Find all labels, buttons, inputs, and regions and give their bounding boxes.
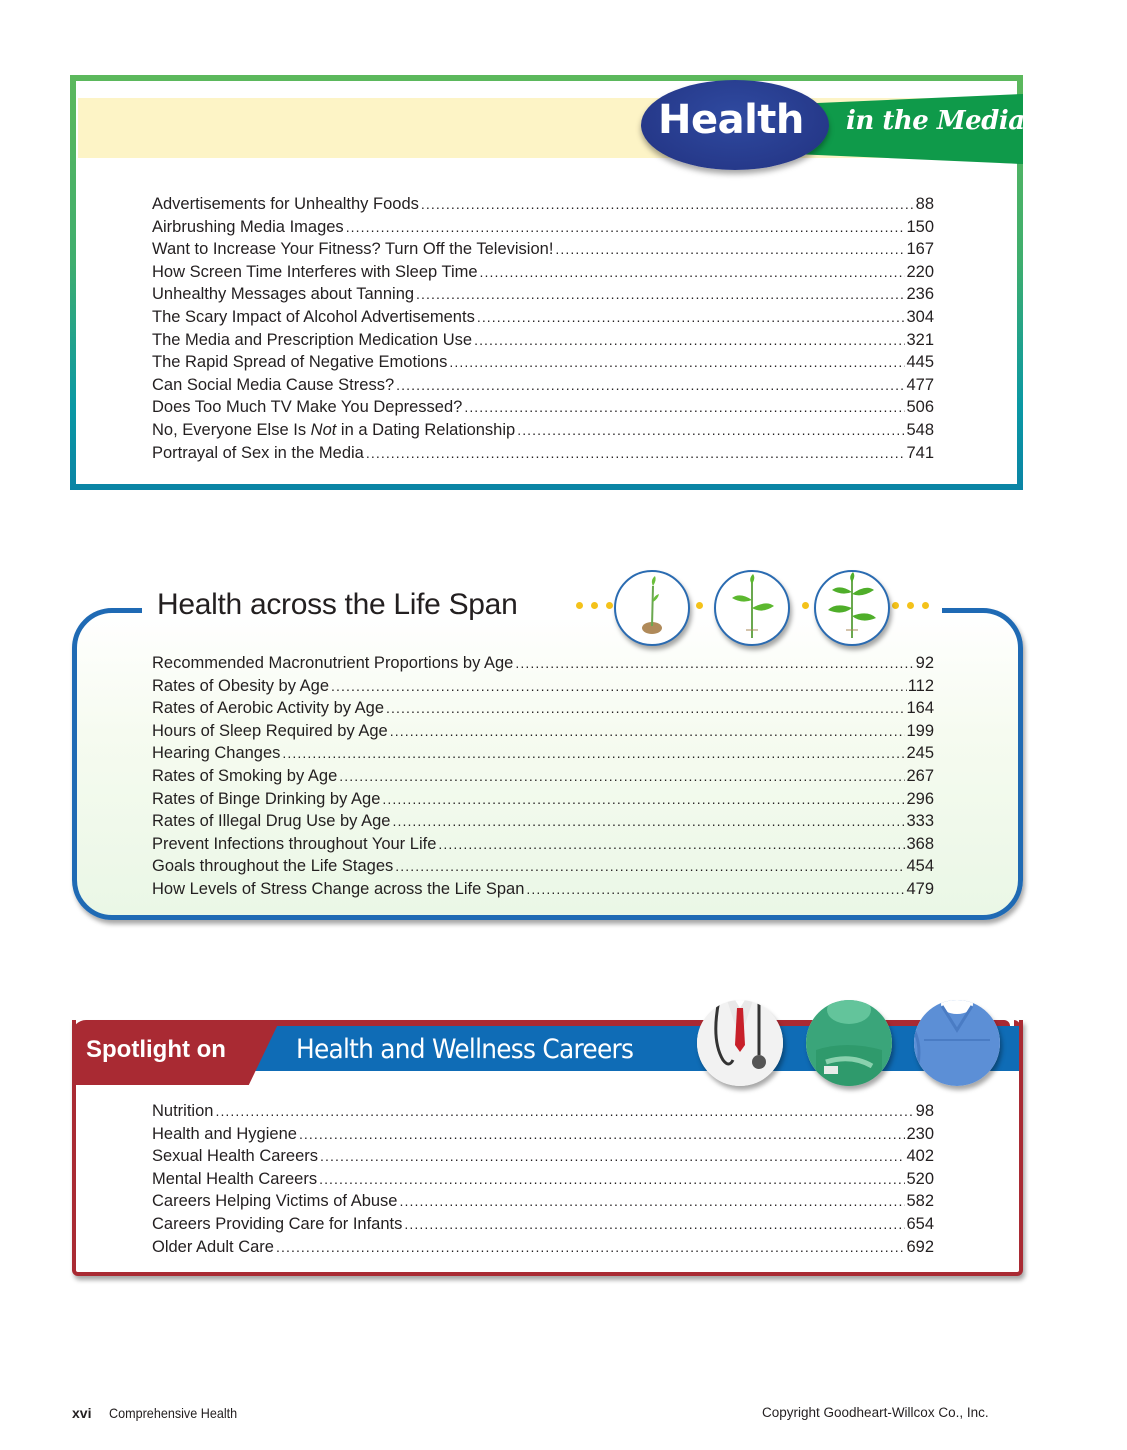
toc-entry-page: 654 xyxy=(906,1214,934,1233)
toc-entry-title: Mental Health Careers xyxy=(152,1169,318,1188)
toc-entry-title: Airbrushing Media Images xyxy=(152,217,344,236)
toc-entry-page: 245 xyxy=(906,744,934,763)
dot-leader xyxy=(299,1123,906,1146)
toc-entry-title: Older Adult Care xyxy=(152,1237,274,1256)
toc-entry-title: Prevent Infections throughout Your Life xyxy=(152,834,437,853)
toc-entry-title: Portrayal of Sex in the Media xyxy=(152,443,364,462)
toc-entry[interactable] xyxy=(152,238,934,261)
toc-entry-page: 92 xyxy=(915,654,934,672)
seedling-icon xyxy=(614,570,690,646)
toc-entry-title: Rates of Aerobic Activity by Age xyxy=(152,699,385,718)
toc-entry-title: Want to Increase Your Fitness? Turn Off the Television! xyxy=(152,240,554,259)
toc-entry[interactable] xyxy=(152,697,934,720)
toc-entry-page: 230 xyxy=(906,1124,934,1143)
dot-leader xyxy=(404,1213,905,1236)
dot-leader xyxy=(480,261,906,284)
toc-entry[interactable] xyxy=(152,742,934,765)
dot-leader xyxy=(416,283,905,306)
toc-entry-title: Does Too Much TV Make You Depressed? xyxy=(152,398,463,417)
toc-entry[interactable] xyxy=(152,1100,934,1123)
toc-entry-page: 548 xyxy=(906,420,934,439)
toc-entry[interactable] xyxy=(152,261,934,284)
dot-separator xyxy=(802,602,809,610)
toc-entry[interactable] xyxy=(152,419,934,442)
toc-entry-page: 477 xyxy=(906,375,934,394)
toc-entry[interactable] xyxy=(152,329,934,352)
toc-entry-title: Sexual Health Careers xyxy=(152,1147,318,1166)
dot-leader xyxy=(517,419,905,442)
dot-separator xyxy=(696,602,703,610)
dot-leader xyxy=(395,855,905,878)
blue-scrubs-icon xyxy=(914,1000,1000,1086)
toc-entry-page: 112 xyxy=(907,676,934,695)
toc-entry-title-part: No, Everyone Else Is xyxy=(152,420,311,439)
dot-separator xyxy=(576,602,613,610)
toc-entry[interactable] xyxy=(152,1145,934,1168)
dot-leader xyxy=(339,765,905,788)
toc-entry-page: 236 xyxy=(906,285,934,304)
toc-entry-page: 520 xyxy=(906,1169,934,1188)
toc-entry-page: 199 xyxy=(906,721,934,740)
toc-entry-page: 88 xyxy=(915,195,934,213)
dot-leader xyxy=(399,1190,905,1213)
dot-leader xyxy=(449,351,905,374)
page-number: xvi xyxy=(72,1405,92,1421)
toc-entry-title: Rates of Illegal Drug Use by Age xyxy=(152,812,391,831)
toc-entry-page: 582 xyxy=(906,1192,934,1211)
toc-entry-page: 98 xyxy=(915,1102,934,1120)
dot-leader xyxy=(474,329,905,352)
section-title: Health and Wellness Careers xyxy=(296,1034,634,1065)
toc-entry-title: Health and Hygiene xyxy=(152,1124,297,1143)
toc-entry-title-part: in a Dating Relationship xyxy=(336,420,516,439)
dot-leader xyxy=(320,1145,905,1168)
toc-entry-title: Recommended Macronutrient Proportions by Age xyxy=(152,654,514,672)
toc-entry-title: Advertisements for Unhealthy Foods xyxy=(152,195,419,213)
toc-entry[interactable] xyxy=(152,720,934,743)
dot-leader xyxy=(392,810,905,833)
toc-entry-title: Careers Providing Care for Infants xyxy=(152,1214,403,1233)
media-logo-secondary: in the Media xyxy=(846,106,1025,136)
toc-entry-title: Unhealthy Messages about Tanning xyxy=(152,285,415,304)
toc-entry-page: 333 xyxy=(906,812,934,831)
toc-entry-title: The Rapid Spread of Negative Emotions xyxy=(152,353,448,372)
toc-entry-page: 445 xyxy=(906,353,934,372)
toc-entry-title: Hours of Sleep Required by Age xyxy=(152,721,388,740)
dot-leader xyxy=(464,396,905,419)
careers-toc-list xyxy=(152,1100,934,1258)
toc-entry[interactable] xyxy=(152,810,934,833)
toc-entry[interactable] xyxy=(152,878,934,901)
toc-entry[interactable] xyxy=(152,351,934,374)
dot-leader xyxy=(319,1168,905,1191)
toc-entry[interactable] xyxy=(152,442,934,465)
book-title: Comprehensive Health xyxy=(109,1405,238,1421)
toc-entry-page: 479 xyxy=(906,879,934,898)
toc-entry-page: 150 xyxy=(906,217,934,236)
toc-entry-title: How Levels of Stress Change across the Life Span xyxy=(152,879,525,898)
toc-entry[interactable] xyxy=(152,1123,934,1146)
toc-entry-title: Can Social Media Cause Stress? xyxy=(152,375,395,394)
toc-entry-page: 454 xyxy=(906,857,934,876)
toc-entry-page: 167 xyxy=(906,240,934,259)
toc-entry[interactable] xyxy=(152,396,934,419)
toc-entry-page: 164 xyxy=(906,699,934,718)
toc-entry-page: 321 xyxy=(906,330,934,349)
dot-leader xyxy=(346,216,906,239)
toc-entry[interactable] xyxy=(152,283,934,306)
dot-leader xyxy=(390,720,906,743)
toc-entry[interactable] xyxy=(152,652,934,675)
toc-entry-title: How Screen Time Interferes with Sleep Time xyxy=(152,262,478,281)
toc-entry-title: Rates of Smoking by Age xyxy=(152,766,338,785)
toc-entry-title-emphasis: Not xyxy=(310,420,337,439)
toc-entry[interactable] xyxy=(152,374,934,397)
dot-leader xyxy=(382,788,905,811)
toc-entry[interactable] xyxy=(152,306,934,329)
dot-leader xyxy=(515,652,914,675)
media-toc-list xyxy=(152,193,934,464)
careers-label: Spotlight on xyxy=(86,1036,226,1063)
toc-entry-title: Rates of Binge Drinking by Age xyxy=(152,789,381,808)
toc-entry[interactable] xyxy=(152,855,934,878)
dot-separator xyxy=(892,602,929,610)
dot-leader xyxy=(276,1236,905,1259)
media-logo-primary: Health xyxy=(658,97,804,143)
toc-entry-page: 220 xyxy=(906,262,934,281)
toc-entry[interactable] xyxy=(152,193,934,216)
toc-entry[interactable] xyxy=(152,765,934,788)
toc-entry-page: 304 xyxy=(906,307,934,326)
toc-entry-page: 692 xyxy=(906,1237,934,1256)
dot-leader xyxy=(438,833,905,856)
life-span-toc-list xyxy=(152,652,934,901)
dot-leader xyxy=(421,193,915,216)
dot-leader xyxy=(555,238,905,261)
toc-entry-title xyxy=(152,419,517,442)
toc-entry-page: 267 xyxy=(906,766,934,785)
page-footer-left xyxy=(72,1405,252,1421)
toc-entry-page: 741 xyxy=(906,443,934,462)
dot-leader xyxy=(477,306,906,329)
toc-entry[interactable] xyxy=(152,1213,934,1236)
toc-entry-page: 368 xyxy=(906,834,934,853)
dot-leader xyxy=(386,697,905,720)
toc-entry[interactable] xyxy=(152,675,934,698)
dot-leader xyxy=(331,675,907,698)
copyright-notice: Copyright Goodheart-Willcox Co., Inc. xyxy=(762,1405,989,1420)
toc-entry[interactable] xyxy=(152,1168,934,1191)
toc-entry[interactable] xyxy=(152,216,934,239)
toc-entry[interactable] xyxy=(152,788,934,811)
dot-leader xyxy=(526,878,905,901)
toc-entry[interactable] xyxy=(152,833,934,856)
toc-entry-title: Nutrition xyxy=(152,1102,214,1120)
dot-leader xyxy=(366,442,906,465)
section-title: Health across the Life Span xyxy=(157,588,518,621)
toc-entry-title: Rates of Obesity by Age xyxy=(152,676,330,695)
dot-leader xyxy=(215,1100,914,1123)
dot-leader xyxy=(282,742,905,765)
toc-entry-title: Careers Helping Victims of Abuse xyxy=(152,1192,398,1211)
doctor-coat-icon xyxy=(697,1000,783,1086)
dot-leader xyxy=(396,374,905,397)
toc-entry-title: The Media and Prescription Medication Use xyxy=(152,330,473,349)
toc-entry-title: Goals throughout the Life Stages xyxy=(152,857,394,876)
surgeon-scrubs-icon xyxy=(806,1000,892,1086)
toc-entry-page: 402 xyxy=(906,1147,934,1166)
toc-entry-page: 506 xyxy=(906,398,934,417)
toc-entry-page: 296 xyxy=(906,789,934,808)
toc-entry-title: The Scary Impact of Alcohol Advertisements xyxy=(152,307,475,326)
toc-entry-title: Hearing Changes xyxy=(152,744,281,763)
toc-entry[interactable] xyxy=(152,1190,934,1213)
young-plant-icon xyxy=(714,570,790,646)
toc-entry[interactable] xyxy=(152,1236,934,1259)
grown-plant-icon xyxy=(814,570,890,646)
